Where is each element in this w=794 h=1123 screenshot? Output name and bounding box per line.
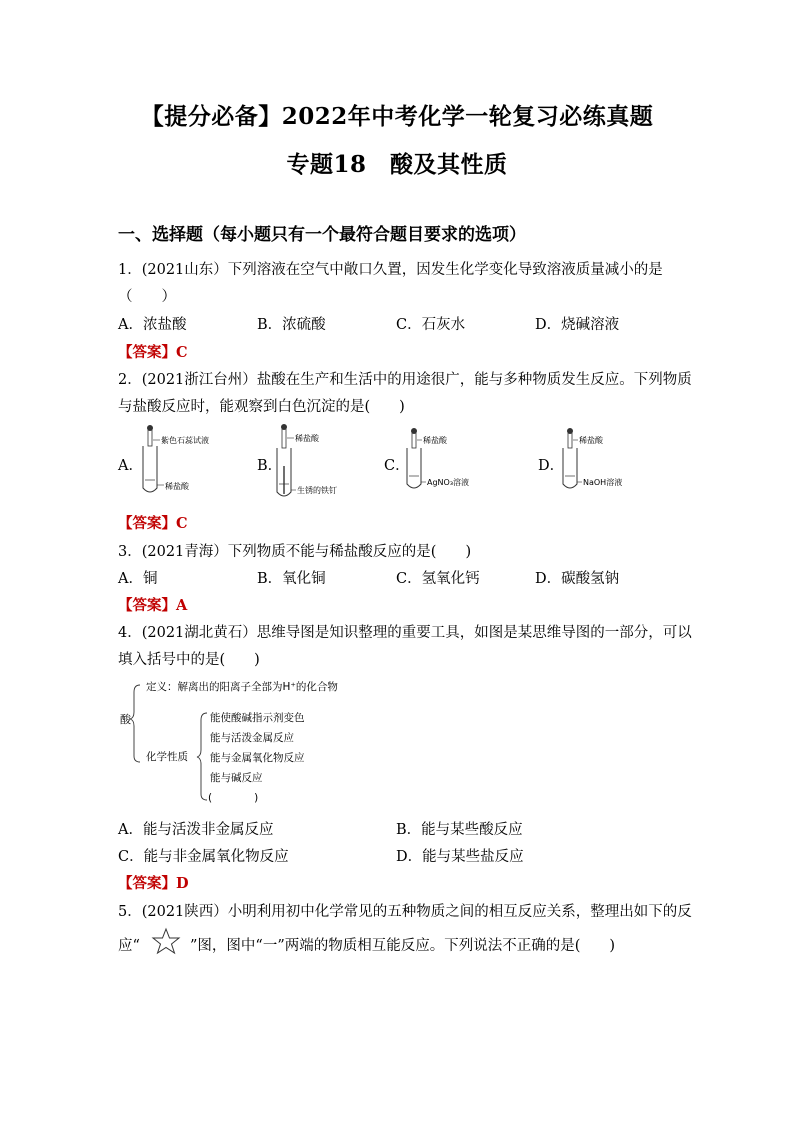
tube-b-bottom-label: 生锈的铁钉: [297, 486, 337, 495]
tube-a-bottom-label: 稀盐酸: [165, 482, 189, 491]
mind-map-item-1: 能使酸碱指示剂变色: [210, 712, 305, 724]
q1-option-d: D．烧碱溶液: [535, 317, 620, 333]
q2-answer: 【答案】C: [118, 515, 188, 532]
q2-option-b: B．: [257, 458, 283, 474]
mind-map-branch: 化学性质: [146, 751, 188, 763]
q2-option-c: C．: [384, 458, 410, 474]
mind-map-definition: 定义：解离出的阳离子全部为H⁺的化合物: [146, 681, 338, 693]
q3-option-a: A．铜: [118, 571, 158, 587]
q3-answer: 【答案】A: [118, 597, 188, 614]
mind-map: [120, 680, 338, 804]
q4-answer: 【答案】D: [118, 875, 189, 892]
document-title: 【提分必备】2022年中考化学一轮复习必练真题: [140, 103, 654, 130]
q2-option-a: A．: [118, 458, 143, 474]
q1-text-line2: （ ）: [118, 289, 176, 305]
test-tube-c: [407, 428, 469, 488]
q1-option-b: B．浓硫酸: [257, 317, 326, 333]
q4-option-d: D．能与某些盐反应: [396, 849, 524, 865]
q5-text-line2-post: ”图，图中“一”两端的物质相互能反应。下列说法不正确的是( ): [190, 938, 616, 954]
tube-d-top-label: 稀盐酸: [579, 436, 603, 445]
mind-map-item-2: 能与活泼金属反应: [210, 732, 294, 744]
mind-map-root: 酸: [120, 713, 131, 726]
mind-map-item-4: 能与碱反应: [210, 772, 263, 784]
star-icon: [153, 929, 179, 953]
q1-text-line1: 1．(2021山东）下列溶液在空气中敞口久置，因发生化学变化导致溶液质量减小的是: [118, 262, 663, 278]
q4-option-b: B．能与某些酸反应: [396, 822, 523, 838]
q2-text-line2: 与盐酸反应时，能观察到白色沉淀的是( ): [118, 399, 405, 415]
tube-c-bottom-label: AgNO₃溶液: [427, 478, 470, 487]
q3-option-b: B．氧化铜: [257, 571, 326, 587]
tube-a-top-label: 紫色石蕊试液: [161, 436, 209, 445]
tube-b-top-label: 稀盐酸: [295, 434, 319, 443]
q1-option-a: A．浓盐酸: [118, 317, 187, 333]
test-tube-a: [143, 425, 209, 492]
tube-d-bottom-label: NaOH溶液: [583, 478, 623, 487]
q2-option-d: D．: [538, 458, 565, 474]
q3-option-d: D．碳酸氢钠: [535, 571, 620, 587]
q1-option-c: C．石灰水: [396, 317, 466, 333]
q3-option-c: C．氢氧化钙: [396, 571, 480, 587]
q2-text-line1: 2．(2021浙江台州）盐酸在生产和生活中的用途很广，能与多种物质发生反应。下列物质: [118, 372, 692, 388]
q4-option-a: A．能与活泼非金属反应: [118, 822, 274, 838]
q1-answer: 【答案】C: [118, 344, 188, 361]
q3-text-line1: 3．(2021青海）下列物质不能与稀盐酸反应的是( ): [118, 544, 472, 560]
document-subtitle: 专题18 酸及其性质: [286, 151, 508, 178]
q4-text-line2: 填入括号中的是( ): [118, 652, 260, 668]
test-tube-b: [277, 424, 337, 496]
q4-text-line1: 4．(2021湖北黄石）思维导图是知识整理的重要工具，如图是某思维导图的一部分，可以: [118, 625, 692, 641]
mind-map-item-3: 能与金属氧化物反应: [210, 752, 305, 764]
section-heading: 一、选择题（每小题只有一个最符合题目要求的选项）: [118, 225, 526, 245]
mind-map-item-5: ( ): [208, 792, 259, 804]
tube-c-top-label: 稀盐酸: [423, 436, 447, 445]
q4-option-c: C．能与非金属氧化物反应: [118, 849, 289, 865]
q5-text-line2-pre: 应“: [118, 938, 140, 954]
q5-text-line1: 5．(2021陕西）小明利用初中化学常见的五种物质之间的相互反应关系，整理出如下的反: [118, 904, 692, 920]
test-tube-d: [563, 428, 622, 488]
